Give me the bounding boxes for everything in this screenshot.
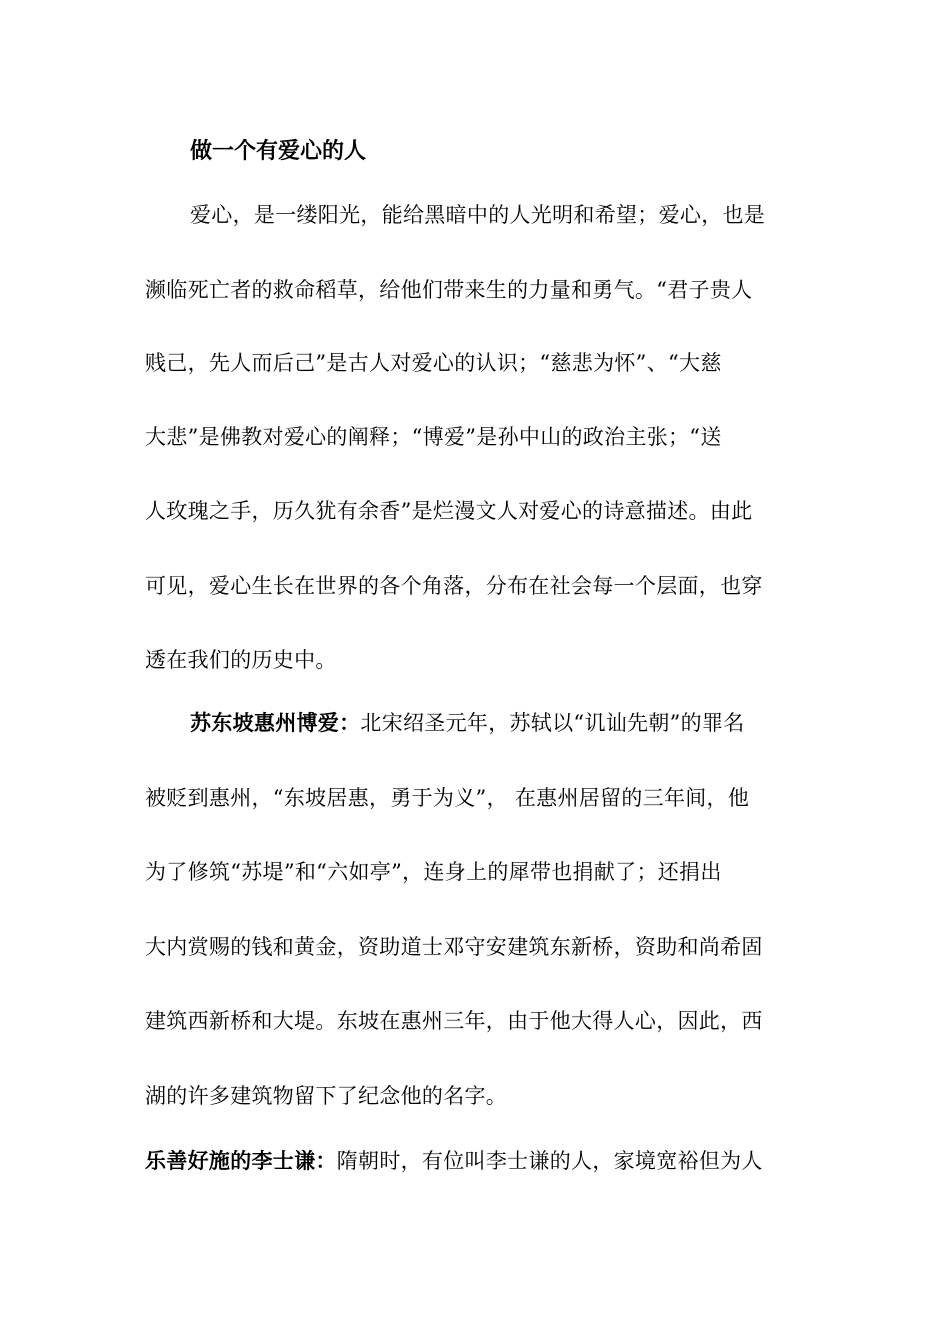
document-title: 做一个有爱心的人 [190,138,367,164]
paragraph-line: 透在我们的历史中。 [145,648,337,672]
paragraph-text: 北宋绍圣元年，苏轼以“讥讪先朝”的罪名 [360,711,745,735]
paragraph-line: 爱心，是一缕阳光，能给黑暗中的人光明和希望；爱心，也是 [190,203,766,227]
paragraph-line [190,703,745,743]
paragraph-line: 建筑西新桥和大堤。东坡在惠州三年，由于他大得人心，因此，西 [145,1009,763,1033]
section-heading: 乐善好施的李士谦 [145,1148,316,1173]
paragraph-text: 隋朝时，有位叫李士谦的人，家境宽裕但为人 [336,1149,763,1173]
paragraph-line: 濒临死亡者的救命稻草，给他们带来生的力量和勇气。“君子贵人 [145,278,753,302]
paragraph-line: 可见，爱心生长在世界的各个角落，分布在社会每一个层面，也穿 [145,574,763,598]
paragraph-line [145,1141,763,1181]
paragraph-line: 被贬到惠州，“东坡居惠，勇于为义”， 在惠州居留的三年间，他 [145,786,750,810]
paragraph-line: 为了修筑“苏堤”和“六如亭”，连身上的犀带也捐献了；还捐出 [145,860,722,884]
paragraph-line: 大悲”是佛教对爱心的阐释；“博爱”是孙中山的政治主张；“送 [145,425,722,449]
section-heading: 苏东坡惠州博爱： [190,710,361,735]
heading-colon: ： [315,1148,337,1173]
paragraph-line: 贱己，先人而后己”是古人对爱心的认识；“慈悲为怀”、“大慈 [145,351,722,375]
paragraph-line: 人玫瑰之手，历久犹有余香”是烂漫文人对爱心的诗意描述。由此 [145,499,753,523]
paragraph-line: 湖的许多建筑物留下了纪念他的名字。 [145,1084,508,1108]
paragraph-line: 大内赏赐的钱和黄金，资助道士邓守安建筑东新桥，资助和尚希固 [145,935,763,959]
